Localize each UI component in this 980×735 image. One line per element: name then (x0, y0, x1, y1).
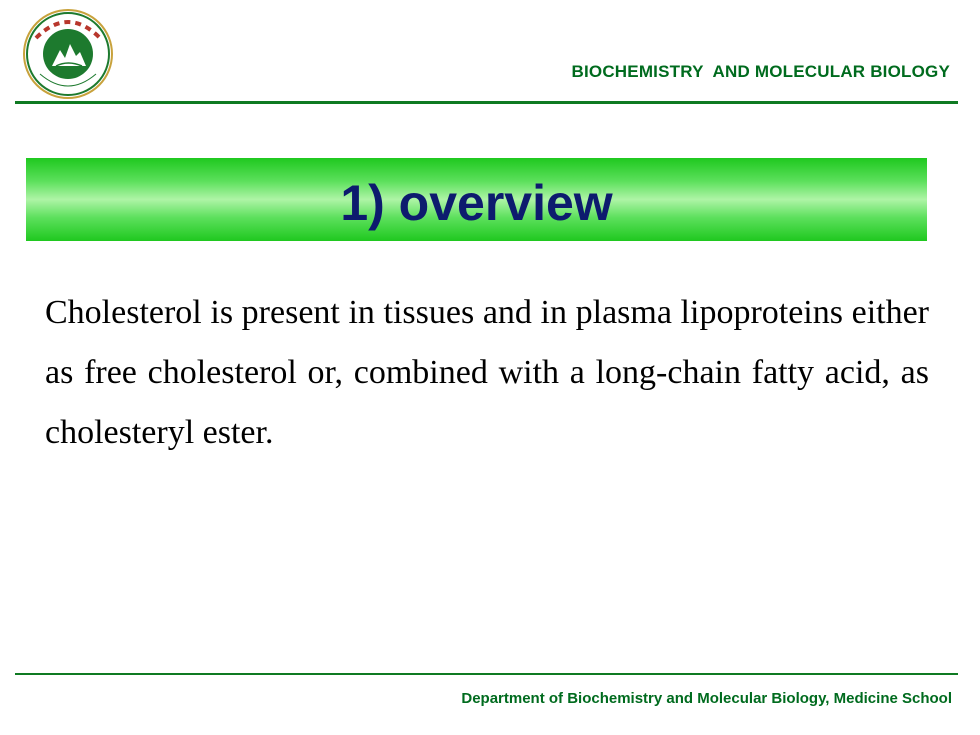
course-title: BIOCHEMISTRY AND MOLECULAR BIOLOGY (571, 62, 950, 81)
university-seal-icon (22, 8, 114, 100)
section-title: 1) overview (340, 174, 613, 231)
header-divider (15, 101, 958, 104)
body-paragraph: Cholesterol is present in tissues and in plasma lipoproteins either as free cholesterol or, combined with a long-chain fatty acid, as cholesteryl ester. (45, 294, 929, 451)
footer-divider (15, 673, 958, 675)
footer-department: Department of Biochemistry and Molecular Biology, Medicine School (461, 690, 952, 707)
section-banner (26, 158, 927, 241)
